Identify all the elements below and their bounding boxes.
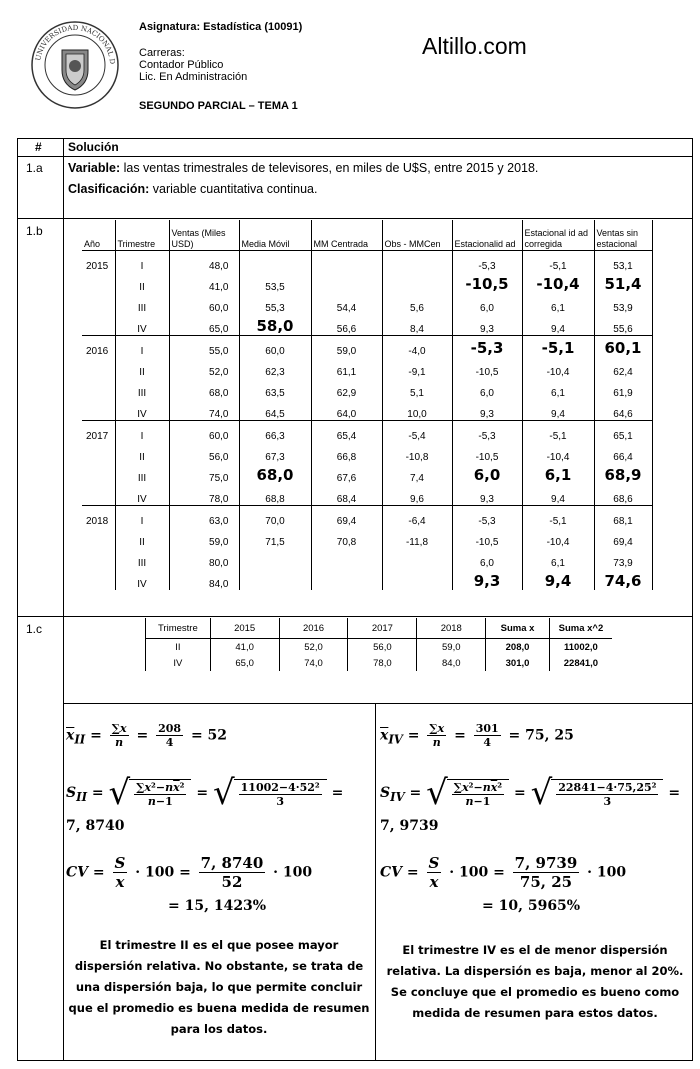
table-cell: -4,0: [382, 336, 452, 358]
table-row: [82, 569, 652, 590]
cv-iv-formula: CV = $\frac{S}{x}$ · 100 = $\frac{7, 9739}{75, 25}$ · 100: [380, 854, 627, 891]
table-cell: II: [115, 442, 169, 463]
table-cell: -5,1: [522, 506, 594, 528]
column-header: Media Móvil: [239, 220, 311, 251]
table-cell: 56,0: [169, 442, 239, 463]
summary-row: [146, 639, 613, 656]
table-cell: [82, 463, 115, 484]
table-cell: 80,0: [169, 548, 239, 569]
table-cell: [382, 569, 452, 590]
table-cell: 2018: [82, 506, 115, 528]
table-cell: [82, 442, 115, 463]
table-cell: 68,8: [239, 484, 311, 506]
table-cell: [82, 357, 115, 378]
table-cell: 6,0: [452, 548, 522, 569]
table-cell: 84,0: [169, 569, 239, 590]
table-cell: -9,1: [382, 357, 452, 378]
column-header: Obs - MMCen: [382, 220, 452, 251]
section-1a-label: 1.a: [26, 161, 43, 175]
table-cell: 41,0: [169, 272, 239, 293]
table-cell: 54,4: [311, 293, 382, 314]
table-cell: 9,4: [522, 314, 594, 336]
table-cell: 74,6: [594, 569, 652, 590]
table-cell: 7,4: [382, 463, 452, 484]
sd-ii-formula: $S_{II}$ = √ $\frac{\sum x^2-n\overline{x}^2}{n-1}$ = √ $\frac{\text{11002−4·52²}}{3}$ =: [66, 773, 344, 813]
column-header: Ventas sin estacional: [594, 220, 652, 251]
table-cell: 84,0: [417, 655, 486, 671]
summary-row: [146, 655, 613, 671]
table-cell: -10,5: [452, 442, 522, 463]
careers-title: Carreras:: [139, 47, 185, 59]
table-cell: [82, 527, 115, 548]
cv-ii-value: = 15, 1423%: [168, 898, 267, 914]
table-cell: III: [115, 378, 169, 399]
table-cell: [311, 548, 382, 569]
variable-title: Variable:: [68, 161, 121, 175]
table-cell: -5,1: [522, 421, 594, 443]
table-cell: -10,4: [522, 357, 594, 378]
column-header: Suma x^2: [549, 618, 612, 639]
table-row: [82, 421, 652, 443]
table-cell: 9,4: [522, 569, 594, 590]
section-1b-label: 1.b: [26, 224, 43, 238]
table-cell: 64,0: [311, 399, 382, 421]
table-cell: IV: [115, 399, 169, 421]
table-row: [82, 548, 652, 569]
table-cell: -5,3: [452, 506, 522, 528]
table-cell: 74,0: [279, 655, 348, 671]
table-cell: 208,0: [486, 639, 550, 656]
table-cell: 9,4: [522, 399, 594, 421]
column-header: Año: [82, 220, 115, 251]
column-header: Estacional id ad corregida: [522, 220, 594, 251]
table-cell: 11002,0: [549, 639, 612, 656]
table-cell: 74,0: [169, 399, 239, 421]
table-cell: 6,1: [522, 293, 594, 314]
svg-text:UNIVERSIDAD NACIONAL DE LUJAN: UNIVERSIDAD NACIONAL D: [34, 23, 117, 65]
table-cell: 9,3: [452, 399, 522, 421]
table-cell: 10,0: [382, 399, 452, 421]
table-cell: 55,0: [169, 336, 239, 358]
column-header: Estacionalid ad: [452, 220, 522, 251]
table-cell: IV: [115, 314, 169, 336]
table-cell: 65,1: [594, 421, 652, 443]
table-cell: 60,0: [169, 293, 239, 314]
table-cell: 68,9: [594, 463, 652, 484]
table-cell: [311, 251, 382, 273]
table-cell: 68,6: [594, 484, 652, 506]
summary-header-row: [146, 618, 613, 639]
table-cell: 2016: [82, 336, 115, 358]
table-row: [82, 251, 652, 273]
table-cell: 8,4: [382, 314, 452, 336]
table-cell: 9,3: [452, 484, 522, 506]
table-cell: 59,0: [169, 527, 239, 548]
table-cell: -10,4: [522, 442, 594, 463]
column-header: 2015: [210, 618, 279, 639]
table-cell: -10,5: [452, 527, 522, 548]
table-cell: [82, 569, 115, 590]
table-cell: 6,1: [522, 463, 594, 484]
table-cell: [239, 548, 311, 569]
column-header: 2017: [348, 618, 417, 639]
table-cell: 70,8: [311, 527, 382, 548]
table-cell: [382, 251, 452, 273]
table-row: [82, 506, 652, 528]
table-cell: 61,9: [594, 378, 652, 399]
table-header-row: [82, 220, 652, 251]
table-cell: 67,3: [239, 442, 311, 463]
col-solution-header: Solución: [68, 140, 119, 154]
table-cell: 66,3: [239, 421, 311, 443]
table-cell: 9,3: [452, 314, 522, 336]
table-cell: 78,0: [348, 655, 417, 671]
table-row: [82, 272, 652, 293]
table-row: [82, 463, 652, 484]
table-cell: 58,0: [239, 314, 311, 336]
table-cell: 301,0: [486, 655, 550, 671]
table-cell: 6,0: [452, 378, 522, 399]
table-cell: [311, 272, 382, 293]
seasonality-table: [82, 220, 653, 590]
table-cell: 68,1: [594, 506, 652, 528]
table-cell: I: [115, 421, 169, 443]
column-header: 2018: [417, 618, 486, 639]
column-header: Trimestre: [146, 618, 211, 639]
column-header: Suma x: [486, 618, 550, 639]
table-cell: 6,0: [452, 463, 522, 484]
table-row: [82, 293, 652, 314]
table-cell: -5,3: [452, 251, 522, 273]
column-header: MM Centrada: [311, 220, 382, 251]
table-cell: -5,1: [522, 336, 594, 358]
classification-title: Clasificación:: [68, 182, 150, 196]
table-cell: 53,1: [594, 251, 652, 273]
table-cell: 52,0: [169, 357, 239, 378]
table-cell: 62,4: [594, 357, 652, 378]
table-row: [82, 527, 652, 548]
mean-ii-formula: $\overline{x}_{II}$ = $\frac{\sum x}{n}$ = $\frac{208}{4}$ = 52: [66, 722, 228, 749]
table-cell: 60,1: [594, 336, 652, 358]
table-cell: -6,4: [382, 506, 452, 528]
table-cell: 69,4: [594, 527, 652, 548]
table-cell: 59,0: [311, 336, 382, 358]
section-1a-variable: [68, 158, 688, 178]
variable-text: las ventas trimestrales de televisores, en miles de U$S, entre 2015 y 2018.: [120, 161, 539, 175]
table-cell: 63,0: [169, 506, 239, 528]
table-cell: 64,6: [594, 399, 652, 421]
table-cell: II: [115, 272, 169, 293]
site-watermark: Altillo.com: [422, 33, 527, 59]
table-row: [82, 442, 652, 463]
column-header: 2016: [279, 618, 348, 639]
table-cell: 65,0: [210, 655, 279, 671]
table-cell: [82, 548, 115, 569]
exam-title: SEGUNDO PARCIAL – TEMA 1: [139, 100, 298, 112]
table-cell: 2017: [82, 421, 115, 443]
table-cell: 6,1: [522, 548, 594, 569]
table-cell: 56,6: [311, 314, 382, 336]
table-cell: 70,0: [239, 506, 311, 528]
table-cell: IV: [115, 569, 169, 590]
cv-iv-value: = 10, 5965%: [482, 898, 581, 914]
table-cell: 41,0: [210, 639, 279, 656]
table-cell: -5,4: [382, 421, 452, 443]
table-cell: I: [115, 506, 169, 528]
table-cell: -5,3: [452, 421, 522, 443]
table-cell: 75,0: [169, 463, 239, 484]
mean-iv-formula: $\overline{x}_{IV}$ = $\frac{\sum x}{n}$ = $\frac{301}{4}$ = 75, 25: [380, 722, 574, 749]
table-cell: 65,0: [169, 314, 239, 336]
table-cell: 9,4: [522, 484, 594, 506]
table-cell: 53,5: [239, 272, 311, 293]
table-cell: -11,8: [382, 527, 452, 548]
table-cell: 6,1: [522, 378, 594, 399]
table-cell: 48,0: [169, 251, 239, 273]
table-cell: 61,1: [311, 357, 382, 378]
university-seal: [30, 20, 120, 110]
table-cell: 9,3: [452, 569, 522, 590]
career-1: Contador Público: [139, 59, 224, 71]
table-cell: I: [115, 336, 169, 358]
table-cell: -10,5: [452, 357, 522, 378]
column-header: Ventas (Miles USD): [169, 220, 239, 251]
table-cell: 68,4: [311, 484, 382, 506]
table-cell: 53,9: [594, 293, 652, 314]
table-cell: 78,0: [169, 484, 239, 506]
table-row: [82, 336, 652, 358]
table-cell: IV: [146, 655, 211, 671]
table-cell: -5,3: [452, 336, 522, 358]
table-cell: -10,8: [382, 442, 452, 463]
table-cell: [82, 378, 115, 399]
table-cell: II: [115, 527, 169, 548]
table-cell: 9,6: [382, 484, 452, 506]
table-cell: -10,4: [522, 272, 594, 293]
table-cell: -10,4: [522, 527, 594, 548]
table-cell: III: [115, 548, 169, 569]
conclusion-ii: El trimestre II es el que posee mayor dispersión relativa. No obstante, se trata de una dispersión baja, lo que permite concluir que el promedio es buena medida de resumen para los datos.: [68, 938, 370, 1036]
table-cell: 2015: [82, 251, 115, 273]
sd-ii-value: 7, 8740: [66, 818, 125, 834]
table-cell: IV: [115, 484, 169, 506]
table-row: [82, 357, 652, 378]
table-cell: 62,3: [239, 357, 311, 378]
sd-iv-value: 7, 9739: [380, 818, 439, 834]
table-cell: [82, 272, 115, 293]
table-cell: 5,1: [382, 378, 452, 399]
table-cell: 5,6: [382, 293, 452, 314]
table-cell: -5,1: [522, 251, 594, 273]
table-cell: 63,5: [239, 378, 311, 399]
table-cell: 52,0: [279, 639, 348, 656]
table-cell: 60,0: [169, 421, 239, 443]
table-cell: III: [115, 293, 169, 314]
table-row: [82, 484, 652, 506]
table-cell: [239, 569, 311, 590]
table-cell: 6,0: [452, 293, 522, 314]
sd-iv-formula: $S_{IV}$ = √ $\frac{\sum x^2-n\overline{x}^2}{n-1}$ = √ $\frac{\text{22841−4·75,25²}}{3}$ =: [380, 773, 681, 813]
table-cell: 55,6: [594, 314, 652, 336]
table-cell: [311, 569, 382, 590]
table-cell: 59,0: [417, 639, 486, 656]
section-1c-label: 1.c: [26, 622, 43, 636]
table-cell: 66,4: [594, 442, 652, 463]
table-cell: 62,9: [311, 378, 382, 399]
table-cell: 68,0: [169, 378, 239, 399]
table-cell: 56,0: [348, 639, 417, 656]
col-num-header: #: [35, 140, 42, 154]
table-cell: 60,0: [239, 336, 311, 358]
conclusion-iv: El trimestre IV es el de menor dispersión relativa. La dispersión es baja, menor al 20%. Se concluye que el promedio es bueno como medida de resumen para estos datos.: [386, 943, 684, 1020]
column-header: Trimestre: [115, 220, 169, 251]
table-cell: [82, 399, 115, 421]
table-cell: [82, 484, 115, 506]
table-cell: 73,9: [594, 548, 652, 569]
table-cell: -10,5: [452, 272, 522, 293]
table-cell: 71,5: [239, 527, 311, 548]
table-cell: 51,4: [594, 272, 652, 293]
table-cell: [382, 548, 452, 569]
table-cell: 66,8: [311, 442, 382, 463]
table-cell: [239, 251, 311, 273]
table-row: [82, 399, 652, 421]
table-cell: [82, 293, 115, 314]
table-cell: 67,6: [311, 463, 382, 484]
quarter-summary-table: [145, 618, 612, 671]
table-row: [82, 378, 652, 399]
table-cell: 64,5: [239, 399, 311, 421]
table-cell: [382, 272, 452, 293]
classification-text: variable cuantitativa continua.: [149, 182, 318, 196]
subject-label: Asignatura: Estadística (10091): [139, 21, 303, 33]
table-cell: II: [115, 357, 169, 378]
cv-ii-formula: CV = $\frac{S}{x}$ · 100 = $\frac{7, 8740}{52}$ · 100: [66, 854, 313, 891]
table-cell: 55,3: [239, 293, 311, 314]
table-cell: 69,4: [311, 506, 382, 528]
table-row: [82, 314, 652, 336]
section-1a-classification: [68, 179, 688, 199]
table-cell: II: [146, 639, 211, 656]
table-cell: 65,4: [311, 421, 382, 443]
table-cell: III: [115, 463, 169, 484]
career-2: Lic. En Administración: [139, 71, 248, 83]
table-cell: I: [115, 251, 169, 273]
table-cell: 68,0: [239, 463, 311, 484]
table-cell: [82, 314, 115, 336]
table-cell: 22841,0: [549, 655, 612, 671]
